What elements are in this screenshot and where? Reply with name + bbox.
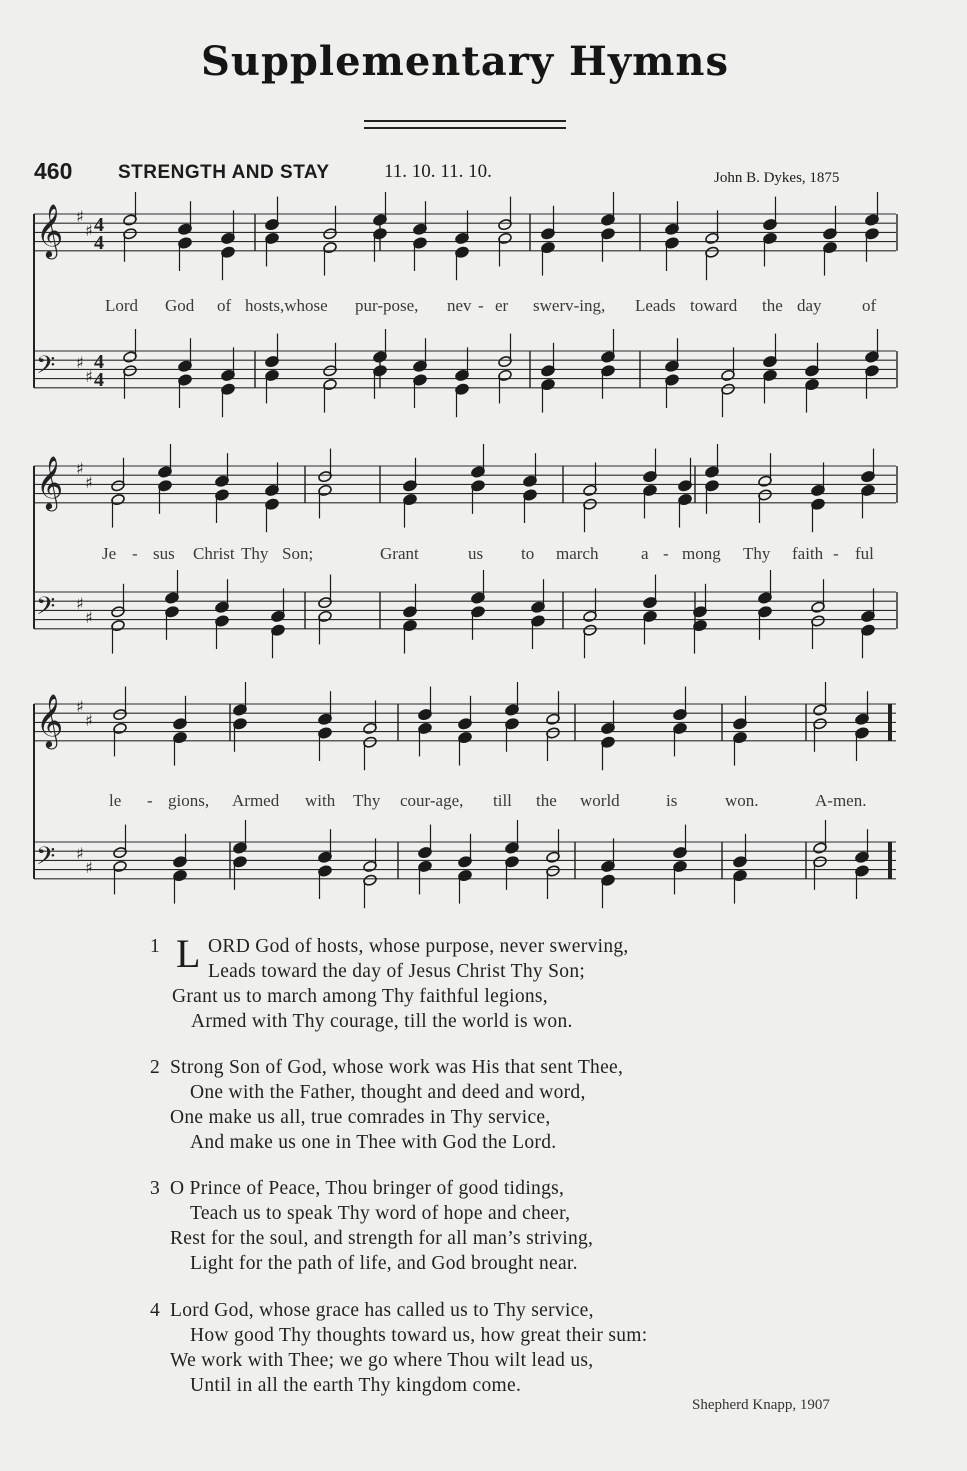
sharp-icon: ♯ — [85, 711, 93, 730]
lyric-syllable: gions, — [168, 791, 210, 810]
lyric-syllable: a — [641, 544, 649, 563]
bass-clef-icon: 𝄢 — [36, 842, 56, 877]
verse-line: Light for the path of life, and God brought near. — [190, 1253, 578, 1274]
verse-number: 3 — [150, 1178, 160, 1199]
lyric-syllable: Grant — [380, 544, 419, 563]
verse-line: Strong Son of God, whose work was His that sent Thee, — [170, 1057, 624, 1078]
lyric-syllable: Thy — [743, 544, 771, 563]
lyric-syllable: march — [556, 544, 599, 563]
drop-cap: L — [176, 931, 201, 976]
verse-number: 1 — [150, 936, 160, 957]
lyric-syllable: pur-pose, — [355, 296, 419, 315]
lyric-syllable: ful — [855, 544, 874, 563]
verse-line: ORD God of hosts, whose purpose, never swerving, — [208, 936, 629, 957]
lyric-syllable: Je — [102, 544, 117, 563]
verse-line: Teach us to speak Thy word of hope and cheer, — [190, 1203, 571, 1224]
lyric-syllable: - — [663, 544, 669, 563]
lyrics-system-2 — [100, 544, 890, 566]
lyrics-system-3 — [100, 791, 890, 813]
treble-clef-icon: 𝄞 — [36, 693, 64, 747]
time-signature-bottom: 4 — [94, 232, 104, 254]
page-title: Supplementary Hymns — [200, 38, 729, 85]
lyric-syllable: le — [109, 791, 122, 810]
verse-line: Armed with Thy courage, till the world is won. — [191, 1011, 573, 1032]
verse-line: How good Thy thoughts toward us, how great their sum: — [190, 1325, 648, 1346]
lyric-syllable: the — [536, 791, 557, 810]
verse-line: And make us one in Thee with God the Lord. — [190, 1132, 557, 1153]
sharp-icon: ♯ — [76, 844, 84, 863]
lyric-syllable: Leads — [635, 296, 676, 315]
verse-number: 2 — [150, 1057, 160, 1078]
sharp-icon: ♯ — [85, 221, 93, 240]
lyric-syllable: er — [495, 296, 509, 315]
lyric-syllable: Thy — [353, 791, 381, 810]
hymn-meter: 11. 10. 11. 10. — [384, 161, 492, 182]
composer: John B. Dykes, 1875 — [714, 170, 840, 186]
time-signature-top: 4 — [94, 214, 104, 236]
lyric-syllable: swerv-ing, — [533, 296, 606, 315]
treble-clef-icon: 𝄞 — [36, 203, 64, 257]
time-signature-bottom: 4 — [94, 369, 104, 391]
lyrics-system-1 — [100, 296, 890, 318]
sharp-icon: ♯ — [76, 353, 84, 372]
sharp-icon: ♯ — [85, 858, 93, 877]
lyric-syllable: with — [305, 791, 336, 810]
lyric-syllable: - — [833, 544, 839, 563]
text-author: Shepherd Knapp, 1907 — [692, 1397, 830, 1413]
tune-name: STRENGTH AND STAY — [118, 162, 330, 183]
lyric-syllable: Son; — [282, 544, 314, 563]
lyric-syllable: - — [147, 791, 153, 810]
verse-line: Rest for the soul, and strength for all man’s striving, — [170, 1228, 594, 1249]
verse-line: Leads toward the day of Jesus Christ Thy Son; — [208, 961, 586, 982]
lyric-syllable: A-men. — [815, 791, 867, 810]
lyric-syllable: till — [493, 791, 512, 810]
sharp-icon: ♯ — [76, 594, 84, 613]
lyric-syllable: sus — [153, 544, 175, 563]
lyric-syllable: is — [666, 791, 678, 810]
verse-line: Grant us to march among Thy faithful legions, — [172, 986, 548, 1007]
verse-line: We work with Thee; we go where Thou wilt lead us, — [170, 1350, 594, 1371]
lyric-syllable: hosts,whose — [245, 296, 328, 315]
treble-clef-icon: 𝄞 — [36, 455, 64, 509]
sharp-icon: ♯ — [76, 697, 84, 716]
verse-line: One with the Father, thought and deed and word, — [190, 1082, 586, 1103]
bass-clef-icon: 𝄢 — [36, 592, 56, 627]
verse-number: 4 — [150, 1300, 160, 1321]
lyric-syllable: nev — [447, 296, 472, 315]
lyric-syllable: - — [478, 296, 484, 315]
hymn-number: 460 — [34, 158, 73, 184]
bass-clef-icon: 𝄢 — [36, 351, 56, 386]
lyric-syllable: toward — [690, 296, 738, 315]
sharp-icon: ♯ — [85, 367, 93, 386]
time-signature-top: 4 — [94, 351, 104, 373]
lyric-syllable: God — [165, 296, 195, 315]
lyric-syllable: of — [217, 296, 232, 315]
verse-line: One make us all, true comrades in Thy service, — [170, 1107, 551, 1128]
lyric-syllable: cour-age, — [400, 791, 464, 810]
verse-line: Lord God, whose grace has called us to Thy service, — [170, 1300, 594, 1321]
lyric-syllable: day — [797, 296, 822, 315]
lyric-syllable: - — [132, 544, 138, 563]
sharp-icon: ♯ — [85, 608, 93, 627]
lyric-syllable: Lord — [105, 296, 139, 315]
lyric-syllable: Thy — [241, 544, 269, 563]
lyric-syllable: Armed — [232, 791, 280, 810]
lyric-syllable: Christ — [193, 544, 235, 563]
lyric-syllable: world — [580, 791, 620, 810]
verse-line: O Prince of Peace, Thou bringer of good tidings, — [170, 1178, 565, 1199]
lyric-syllable: to — [521, 544, 535, 563]
sharp-icon: ♯ — [85, 473, 93, 492]
verse-line: Until in all the earth Thy kingdom come. — [190, 1375, 522, 1396]
sharp-icon: ♯ — [76, 459, 84, 478]
lyric-syllable: of — [862, 296, 877, 315]
sharp-icon: ♯ — [76, 207, 84, 226]
lyric-syllable: won. — [725, 791, 759, 810]
lyric-syllable: mong — [682, 544, 721, 563]
lyric-syllable: faith — [792, 544, 824, 563]
lyric-syllable: us — [468, 544, 484, 563]
lyric-syllable: the — [762, 296, 783, 315]
